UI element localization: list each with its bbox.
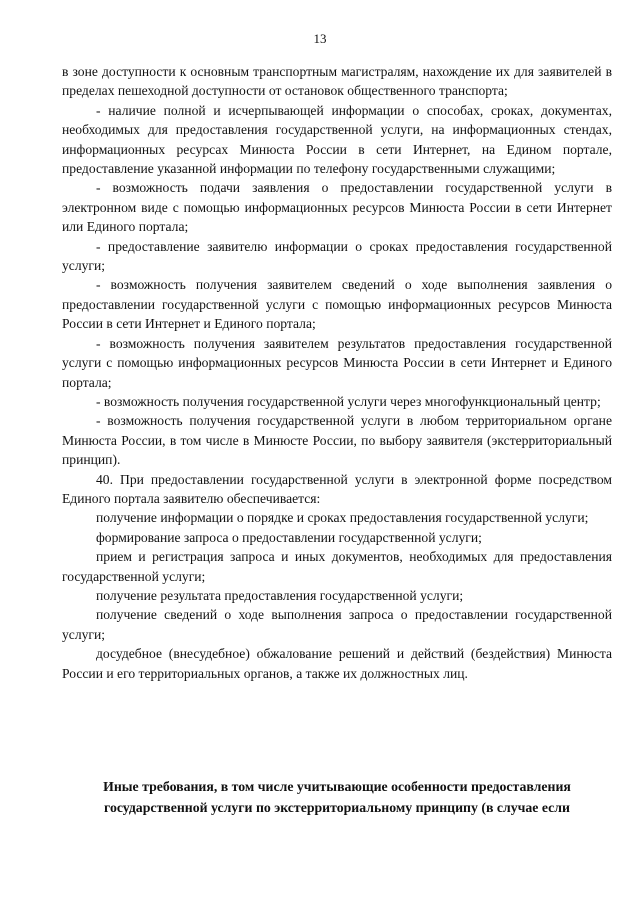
section-heading-line: Иные требования, в том числе учитывающие особенности предоставления xyxy=(103,779,571,794)
paragraph: прием и регистрация запроса и иных документов, необходимых для предоставления государственной услуги; xyxy=(62,549,612,584)
document-body xyxy=(62,62,612,683)
paragraph: - возможность получения заявителем результатов предоставления государственной услуги с помощью информационных ресурсов Минюста России в сети Интернет и Единого портала; xyxy=(62,335,612,390)
paragraph: - возможность получения государственной услуги через многофункциональный центр; xyxy=(96,393,601,409)
paragraph: 40. При предоставлении государственной услуги в электронной форме посредством Единого портала заявителю обеспечивается: xyxy=(62,471,612,506)
paragraph: - наличие полной и исчерпывающей информации о способах, сроках, документах, необходимых для предоставления государственной услуги, на информационных стендах, информационных ресурсах Минюста России в сети Интернет, на Едином портале, предоставление указанной информации по телефону государственными служащими; xyxy=(62,102,612,177)
paragraph: получение сведений о ходе выполнения запроса о предоставлении государственной услуги; xyxy=(62,607,612,642)
paragraph: в зоне доступности к основным транспортным магистралям, нахождение их для заявителей в пределах пешеходной доступности от остановок общественного транспорта; xyxy=(62,64,612,99)
paragraph: получение результата предоставления государственной услуги; xyxy=(96,587,464,603)
paragraph: - возможность подачи заявления о предоставлении государственной услуги в электронном виде с помощью информационных ресурсов Минюста России в сети Интернет или Единого портала; xyxy=(62,180,612,235)
section-heading xyxy=(62,776,612,818)
paragraph: формирование запроса о предоставлении государственной услуги; xyxy=(96,529,482,545)
paragraph: досудебное (внесудебное) обжалование решений и действий (бездействия) Минюста России и его территориальных органов, а также их должностных лиц. xyxy=(62,646,612,681)
paragraph: - возможность получения заявителем сведений о ходе выполнения заявления о предоставлении государственной услуги с помощью информационных ресурсов Минюста России в сети Интернет и Единого портала; xyxy=(62,277,612,332)
paragraph: - предоставление заявителю информации о сроках предоставления государственной услуги; xyxy=(62,238,612,274)
paragraph: получение информации о порядке и сроках предоставления государственной услуги; xyxy=(96,510,589,526)
section-heading-line: государственной услуги по экстерриториальному принципу (в случае если xyxy=(104,800,570,815)
paragraph: - возможность получения государственной услуги в любом территориальном органе Минюста России, в том числе в Минюсте России, по выбору заявителя (экстерриториальный принцип). xyxy=(62,413,612,468)
page-number: 13 xyxy=(313,31,327,46)
